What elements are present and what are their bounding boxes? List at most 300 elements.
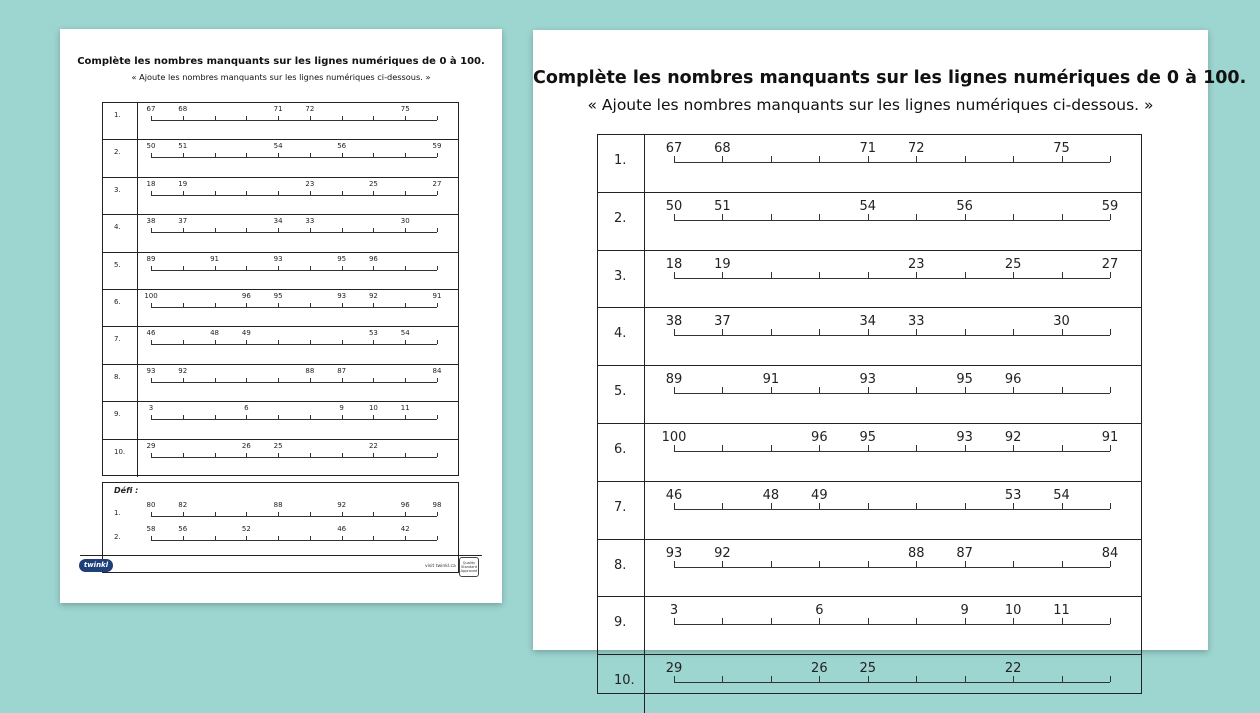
number-line-tick bbox=[215, 303, 216, 307]
number-line bbox=[674, 509, 1110, 510]
number-label: 89 bbox=[146, 254, 156, 263]
number-label: 27 bbox=[432, 179, 442, 188]
number-line-tick bbox=[183, 415, 184, 419]
row-number-cell bbox=[103, 440, 138, 477]
number-line-tick bbox=[246, 512, 247, 516]
number-line-tick bbox=[310, 153, 311, 157]
number-label: 96 bbox=[400, 501, 410, 509]
number-line-tick bbox=[1062, 676, 1063, 682]
number-line-tick bbox=[868, 272, 869, 278]
number-line-row bbox=[103, 178, 458, 215]
number-line-tick bbox=[674, 445, 675, 451]
number-line-tick bbox=[246, 228, 247, 232]
number-line-tick bbox=[310, 266, 311, 270]
number-line-tick bbox=[722, 387, 723, 393]
number-line-tick bbox=[868, 329, 869, 335]
number-label: 75 bbox=[400, 105, 410, 113]
number-line-tick bbox=[722, 676, 723, 682]
number-line-tick bbox=[437, 266, 438, 270]
number-label: 71 bbox=[273, 105, 283, 113]
number-line-tick bbox=[342, 340, 343, 344]
number-label: 71 bbox=[859, 141, 877, 156]
number-line-tick bbox=[1062, 272, 1063, 278]
number-line-tick bbox=[310, 415, 311, 419]
number-line-tick bbox=[310, 303, 311, 307]
number-line-tick bbox=[215, 512, 216, 516]
number-line-tick bbox=[183, 536, 184, 540]
number-line-tick bbox=[868, 214, 869, 220]
number-line-tick bbox=[771, 272, 772, 278]
page-subtitle: « Ajoute les nombres manquants sur les lignes numériques ci-dessous. » bbox=[131, 72, 431, 82]
number-line bbox=[151, 270, 437, 271]
number-line-tick bbox=[819, 445, 820, 451]
number-label: 93 bbox=[859, 372, 877, 388]
number-label: 67 bbox=[665, 141, 683, 156]
number-label: 34 bbox=[859, 314, 877, 330]
number-label: 95 bbox=[956, 372, 973, 388]
number-line-tick bbox=[215, 228, 216, 232]
number-line-tick bbox=[437, 340, 438, 344]
number-label: 56 bbox=[337, 142, 347, 151]
number-line-row bbox=[598, 366, 1141, 424]
number-label: 58 bbox=[146, 525, 156, 533]
number-label: 96 bbox=[811, 429, 828, 445]
number-line-tick bbox=[965, 156, 966, 162]
number-label: 46 bbox=[665, 487, 683, 503]
number-label: 92 bbox=[1004, 429, 1022, 445]
number-line-tick bbox=[215, 378, 216, 382]
number-line-tick bbox=[246, 340, 247, 344]
number-line-row bbox=[103, 290, 458, 327]
number-line-tick bbox=[437, 116, 438, 120]
number-label: 29 bbox=[665, 661, 683, 677]
number-label: 100 bbox=[144, 291, 158, 300]
number-label: 37 bbox=[714, 314, 731, 330]
number-label: 48 bbox=[762, 487, 780, 503]
number-label: 30 bbox=[1053, 314, 1070, 330]
number-line-tick bbox=[310, 116, 311, 120]
number-line-tick bbox=[405, 303, 406, 307]
row-number-cell bbox=[103, 365, 138, 401]
number-label: 54 bbox=[400, 329, 410, 338]
number-line-tick bbox=[674, 503, 675, 509]
number-line-tick bbox=[246, 191, 247, 195]
number-line-tick bbox=[674, 387, 675, 393]
number-line bbox=[674, 682, 1110, 683]
number-label: 93 bbox=[273, 254, 283, 263]
number-label: 68 bbox=[178, 105, 188, 113]
number-line-tick bbox=[151, 116, 152, 120]
number-label: 93 bbox=[337, 291, 347, 300]
number-line-tick bbox=[674, 618, 675, 624]
number-line-tick bbox=[965, 387, 966, 393]
number-line-tick bbox=[215, 340, 216, 344]
number-line-tick bbox=[965, 329, 966, 335]
number-label: 10 bbox=[368, 404, 378, 413]
number-label: 6 bbox=[244, 404, 249, 413]
number-line bbox=[151, 307, 437, 308]
number-label: 54 bbox=[859, 198, 877, 214]
row-number-cell bbox=[598, 308, 645, 365]
number-line-tick bbox=[965, 676, 966, 682]
number-label: 93 bbox=[956, 429, 973, 445]
number-line-tick bbox=[437, 536, 438, 540]
number-line-tick bbox=[405, 228, 406, 232]
quality-badge: Quality Standard Approved bbox=[459, 557, 479, 577]
number-line-tick bbox=[868, 618, 869, 624]
number-line-tick bbox=[342, 303, 343, 307]
number-line-tick bbox=[183, 340, 184, 344]
number-line-tick bbox=[965, 445, 966, 451]
number-line-tick bbox=[868, 561, 869, 567]
number-label: 26 bbox=[811, 661, 828, 677]
number-label: 34 bbox=[273, 217, 283, 226]
row-number-cell bbox=[103, 178, 138, 214]
number-line-tick bbox=[916, 156, 917, 162]
number-line-tick bbox=[1110, 618, 1111, 624]
number-line-tick bbox=[373, 228, 374, 232]
number-line-row bbox=[598, 424, 1141, 482]
number-line-tick bbox=[722, 445, 723, 451]
number-line bbox=[674, 624, 1110, 625]
number-line-tick bbox=[1013, 156, 1014, 162]
number-line-tick bbox=[373, 266, 374, 270]
page-title: Complète les nombres manquants sur les lignes numériques de 0 à 100. bbox=[533, 68, 1247, 88]
number-label: 91 bbox=[1101, 429, 1119, 445]
number-line-tick bbox=[405, 191, 406, 195]
number-label: 46 bbox=[146, 329, 156, 338]
number-line-tick bbox=[437, 415, 438, 419]
number-line-tick bbox=[373, 378, 374, 382]
number-line bbox=[151, 540, 437, 541]
row-number-cell bbox=[103, 525, 137, 547]
number-line-tick bbox=[183, 228, 184, 232]
number-line bbox=[151, 120, 437, 121]
number-line-tick bbox=[868, 445, 869, 451]
number-line-tick bbox=[278, 191, 279, 195]
number-line-tick bbox=[278, 116, 279, 120]
number-label: 84 bbox=[1101, 545, 1119, 561]
row-number: 2. bbox=[614, 210, 627, 226]
number-line-tick bbox=[819, 676, 820, 682]
row-number-cell bbox=[598, 482, 645, 539]
number-label: 49 bbox=[811, 487, 828, 503]
number-line-row bbox=[598, 135, 1141, 193]
row-number-cell bbox=[103, 140, 138, 176]
number-label: 91 bbox=[432, 291, 442, 300]
number-line-row bbox=[598, 655, 1141, 713]
number-label: 19 bbox=[178, 179, 188, 188]
number-line bbox=[151, 382, 437, 383]
number-line bbox=[151, 516, 437, 517]
number-line-table bbox=[597, 134, 1142, 694]
number-label: 98 bbox=[432, 501, 442, 509]
number-line-tick bbox=[965, 561, 966, 567]
number-line-tick bbox=[722, 156, 723, 162]
number-line-tick bbox=[278, 303, 279, 307]
number-line-tick bbox=[868, 503, 869, 509]
number-line-tick bbox=[405, 536, 406, 540]
number-line-tick bbox=[771, 387, 772, 393]
number-line-tick bbox=[722, 618, 723, 624]
number-line-tick bbox=[674, 561, 675, 567]
number-line-tick bbox=[246, 536, 247, 540]
number-label: 92 bbox=[368, 291, 378, 300]
number-line-tick bbox=[1062, 156, 1063, 162]
defi-heading: Défi : bbox=[114, 486, 139, 495]
number-line-tick bbox=[1062, 503, 1063, 509]
number-label: 59 bbox=[1101, 198, 1119, 214]
number-line-tick bbox=[151, 191, 152, 195]
number-line-tick bbox=[722, 272, 723, 278]
number-line-tick bbox=[310, 512, 311, 516]
number-label: 23 bbox=[305, 179, 315, 188]
number-line-tick bbox=[916, 329, 917, 335]
number-line-row bbox=[103, 440, 458, 477]
number-label: 96 bbox=[241, 291, 251, 300]
number-line-tick bbox=[1110, 272, 1111, 278]
number-line-tick bbox=[1062, 618, 1063, 624]
number-line-tick bbox=[342, 453, 343, 457]
number-line-tick bbox=[246, 153, 247, 157]
number-line-tick bbox=[1013, 618, 1014, 624]
number-line-row bbox=[103, 327, 458, 364]
number-line-tick bbox=[183, 512, 184, 516]
number-line-tick bbox=[183, 266, 184, 270]
defi-box bbox=[102, 482, 459, 573]
number-line-tick bbox=[405, 340, 406, 344]
number-line-tick bbox=[674, 676, 675, 682]
number-line-tick bbox=[183, 378, 184, 382]
worksheet-preview-large bbox=[533, 30, 1247, 689]
number-line-tick bbox=[373, 512, 374, 516]
number-label: 51 bbox=[714, 198, 731, 214]
number-line-tick bbox=[771, 445, 772, 451]
number-line-tick bbox=[771, 618, 772, 624]
number-line-tick bbox=[771, 676, 772, 682]
row-number: 9. bbox=[114, 410, 121, 419]
number-line-tick bbox=[310, 536, 311, 540]
number-line-tick bbox=[819, 329, 820, 335]
number-line-tick bbox=[437, 228, 438, 232]
number-line bbox=[674, 220, 1110, 221]
number-line-tick bbox=[342, 116, 343, 120]
number-label: 92 bbox=[337, 501, 347, 509]
number-label: 38 bbox=[665, 314, 683, 330]
row-number: 4. bbox=[614, 326, 627, 342]
number-line-tick bbox=[151, 453, 152, 457]
footer-divider bbox=[80, 555, 482, 556]
number-line-tick bbox=[342, 378, 343, 382]
number-label: 100 bbox=[661, 429, 687, 445]
number-label: 88 bbox=[907, 545, 925, 561]
worksheet-preview-small bbox=[60, 29, 502, 603]
number-line-tick bbox=[405, 153, 406, 157]
number-label: 25 bbox=[859, 661, 877, 677]
number-line-tick bbox=[342, 536, 343, 540]
number-line-tick bbox=[151, 378, 152, 382]
number-label: 22 bbox=[368, 441, 378, 450]
number-line-tick bbox=[1110, 503, 1111, 509]
number-line-tick bbox=[437, 191, 438, 195]
number-line-tick bbox=[437, 453, 438, 457]
number-line-tick bbox=[373, 191, 374, 195]
number-line-tick bbox=[151, 303, 152, 307]
row-number-cell bbox=[103, 327, 138, 363]
number-line-row bbox=[598, 251, 1141, 309]
number-line-tick bbox=[771, 561, 772, 567]
row-number: 5. bbox=[614, 384, 627, 400]
row-number: 10. bbox=[614, 673, 635, 689]
number-line-tick bbox=[1110, 676, 1111, 682]
number-label: 29 bbox=[146, 441, 156, 450]
number-label: 95 bbox=[337, 254, 347, 263]
number-line-tick bbox=[215, 415, 216, 419]
number-line-tick bbox=[1013, 272, 1014, 278]
number-line-tick bbox=[1062, 561, 1063, 567]
number-line-tick bbox=[868, 676, 869, 682]
number-line-tick bbox=[868, 387, 869, 393]
number-label: 92 bbox=[714, 545, 731, 561]
number-line-tick bbox=[771, 329, 772, 335]
number-line-tick bbox=[674, 214, 675, 220]
row-number: 3. bbox=[614, 268, 627, 284]
number-line-tick bbox=[310, 228, 311, 232]
number-line-tick bbox=[151, 153, 152, 157]
number-line-tick bbox=[965, 214, 966, 220]
number-label: 51 bbox=[178, 142, 188, 151]
number-line-tick bbox=[1062, 329, 1063, 335]
row-number-cell bbox=[103, 253, 138, 289]
number-label: 87 bbox=[956, 545, 973, 561]
number-line-tick bbox=[674, 272, 675, 278]
number-label: 33 bbox=[305, 217, 315, 226]
number-label: 72 bbox=[305, 105, 315, 113]
row-number: 4. bbox=[114, 223, 121, 232]
number-line-tick bbox=[437, 153, 438, 157]
number-label: 93 bbox=[146, 366, 156, 375]
number-line-tick bbox=[246, 415, 247, 419]
number-line-tick bbox=[1013, 561, 1014, 567]
number-label: 50 bbox=[665, 198, 683, 214]
number-line-tick bbox=[819, 561, 820, 567]
number-line-tick bbox=[916, 445, 917, 451]
number-line-tick bbox=[916, 618, 917, 624]
number-label: 53 bbox=[1004, 487, 1022, 503]
number-label: 92 bbox=[178, 366, 188, 375]
row-number: 7. bbox=[114, 335, 121, 344]
number-label: 46 bbox=[337, 525, 347, 533]
row-number-cell bbox=[103, 290, 138, 326]
number-line-tick bbox=[246, 303, 247, 307]
number-line-row bbox=[103, 501, 458, 523]
number-line-tick bbox=[916, 214, 917, 220]
number-line-tick bbox=[1110, 445, 1111, 451]
number-line-row bbox=[103, 525, 458, 547]
number-line-tick bbox=[405, 116, 406, 120]
row-number-cell bbox=[103, 215, 138, 251]
number-line-tick bbox=[278, 340, 279, 344]
number-line-tick bbox=[278, 453, 279, 457]
number-line-row bbox=[598, 308, 1141, 366]
row-number-cell bbox=[598, 424, 645, 481]
number-label: 82 bbox=[178, 501, 188, 509]
number-label: 9 bbox=[960, 603, 969, 619]
number-label: 68 bbox=[714, 141, 731, 156]
number-label: 50 bbox=[146, 142, 156, 151]
number-label: 3 bbox=[669, 603, 679, 619]
number-line-tick bbox=[151, 415, 152, 419]
row-number: 9. bbox=[614, 615, 627, 631]
number-line-tick bbox=[405, 453, 406, 457]
number-line-tick bbox=[151, 512, 152, 516]
number-line-tick bbox=[965, 503, 966, 509]
number-line-tick bbox=[246, 453, 247, 457]
number-line-tick bbox=[183, 303, 184, 307]
number-line bbox=[151, 232, 437, 233]
row-number: 1. bbox=[614, 153, 627, 168]
number-label: 54 bbox=[273, 142, 283, 151]
number-label: 11 bbox=[400, 404, 410, 413]
number-label: 30 bbox=[400, 217, 410, 226]
number-line-tick bbox=[405, 378, 406, 382]
number-line-tick bbox=[373, 415, 374, 419]
number-line bbox=[151, 195, 437, 196]
number-label: 10 bbox=[1004, 603, 1022, 619]
number-label: 59 bbox=[432, 142, 442, 151]
number-line-tick bbox=[151, 266, 152, 270]
row-number: 8. bbox=[114, 372, 121, 381]
number-label: 25 bbox=[368, 179, 378, 188]
number-label: 6 bbox=[815, 603, 824, 619]
row-number: 1. bbox=[114, 509, 121, 517]
number-label: 75 bbox=[1053, 141, 1070, 156]
number-line-tick bbox=[183, 116, 184, 120]
number-line-tick bbox=[722, 329, 723, 335]
number-line-tick bbox=[215, 116, 216, 120]
number-line-tick bbox=[151, 228, 152, 232]
number-line-tick bbox=[246, 266, 247, 270]
number-line-tick bbox=[437, 303, 438, 307]
row-number: 2. bbox=[114, 148, 121, 157]
number-line-tick bbox=[373, 536, 374, 540]
number-line-tick bbox=[278, 378, 279, 382]
row-number-cell bbox=[103, 103, 138, 139]
number-line-tick bbox=[215, 153, 216, 157]
number-line-tick bbox=[373, 303, 374, 307]
number-line-tick bbox=[1013, 329, 1014, 335]
number-line-tick bbox=[405, 266, 406, 270]
number-line-tick bbox=[437, 512, 438, 516]
number-line-tick bbox=[342, 512, 343, 516]
number-line-row bbox=[598, 597, 1141, 655]
number-line-row bbox=[598, 482, 1141, 540]
number-label: 54 bbox=[1053, 487, 1070, 503]
row-number: 8. bbox=[614, 557, 627, 573]
number-line-row bbox=[103, 103, 458, 140]
number-label: 3 bbox=[148, 404, 154, 413]
number-line-tick bbox=[916, 387, 917, 393]
number-label: 91 bbox=[762, 372, 780, 388]
number-line-tick bbox=[916, 561, 917, 567]
number-line-tick bbox=[771, 156, 772, 162]
number-line-tick bbox=[1013, 214, 1014, 220]
number-label: 93 bbox=[665, 545, 683, 561]
number-line-tick bbox=[151, 340, 152, 344]
number-label: 56 bbox=[178, 525, 188, 533]
number-label: 23 bbox=[907, 256, 925, 272]
number-label: 56 bbox=[956, 198, 973, 214]
